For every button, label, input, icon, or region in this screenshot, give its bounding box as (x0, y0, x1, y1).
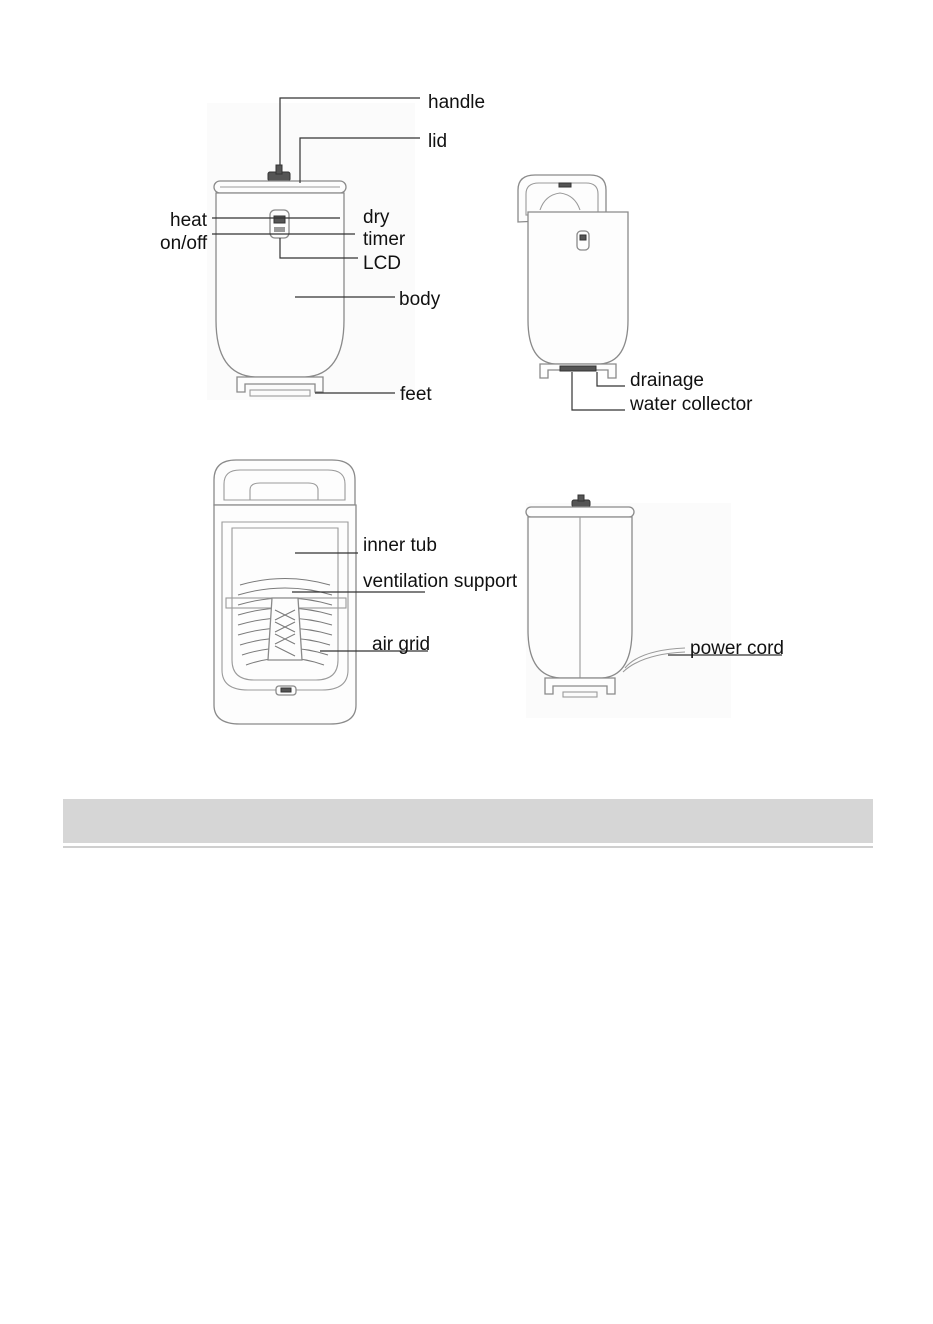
section-header-bar (63, 799, 873, 843)
rear-view-drawing (526, 495, 731, 718)
label-handle: handle (428, 92, 486, 113)
label-heat: heat (170, 210, 207, 231)
side-view-drawing (518, 175, 628, 378)
label-power-cord: power cord (690, 638, 784, 659)
leader-water-collector (572, 372, 625, 410)
label-lcd: LCD (363, 253, 402, 274)
label-feet: feet (400, 384, 432, 405)
front-view-drawing (207, 103, 415, 400)
label-lid: lid (428, 131, 448, 152)
label-air-grid: air grid (372, 634, 431, 655)
label-dry: dry (363, 207, 390, 228)
label-inner-tub: inner tub (363, 535, 437, 556)
label-on-off: on/off (160, 233, 208, 254)
label-timer: timer (363, 229, 406, 250)
section-divider (63, 846, 873, 848)
label-drainage: drainage (630, 370, 704, 391)
label-ventilation-support: ventilation support (363, 571, 518, 592)
label-body: body (399, 289, 441, 310)
label-water-collector: water collector (630, 394, 753, 415)
